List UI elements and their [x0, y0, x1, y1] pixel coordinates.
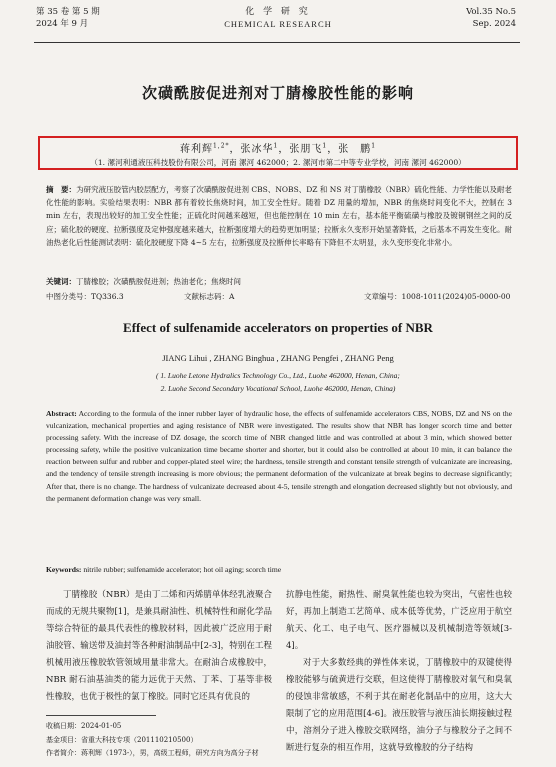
article-title-cn: 次磺酰胺促进剂对丁腈橡胶性能的影响 — [141, 84, 414, 102]
footnotes — [46, 720, 272, 761]
abstract-label-cn: 摘 要： — [46, 185, 77, 194]
abstract-text-cn: 为研究液压胶管内胶层配方，考察了次磺酰胺促进剂 CBS、NOBS、DZ 和 NS 对丁腈橡胶（NBR）硫化性能、力学性能以及耐老化性能的影响。实验结果表明：NBR 都有着较长焦烧时间，加工安全性好。随着 DZ 用量的增加，NBR 的焦烧时间变化不大，控制在 3 min 左右，表现出较好的加工安全性能；正硫化时间越来越短，但也能控制在 10 min 左右，基本能平衡硫磺与橡胶及镀铜钢丝之间的反应；硫化胶的硬度、拉断强度及定伸强度越来越大，拉断强度增大的趋势更加明显；拉断永久变形开始显著降低，之后基本不再发生变化。耐油热老化后性能测试表明：硫化胶硬度下降 4~5 左右，拉断强度及拉断伸长率略有下降但不太明显，永久变形变化非常小。 — [46, 185, 512, 247]
issue-date-en: Sep. 2024 — [472, 19, 516, 29]
body-column-right — [286, 587, 512, 757]
issue-date: 2024 年 9 月 — [36, 19, 89, 29]
author-list-cn: 蒋利辉$^{1,2*}$，张冰华$^1$，张朋飞$^1$，张 鹏$^1$ — [179, 142, 377, 155]
keywords-text-en: nitrile rubber; sulfenamide accelerator; hot oil aging; scorch time — [83, 565, 282, 574]
keywords-label-en: Keywords: — [46, 565, 82, 574]
footnote-author: 作者简介：蒋利辉（1973-），男，高级工程师，研究方向为高分子材 — [46, 749, 259, 757]
abstract-en — [46, 408, 512, 505]
affiliation-cn: （1. 漯河利通液压科技股份有限公司，河南 漯河 462000；2. 漯河市第二中等专业学校，河南 漯河 462000） — [90, 158, 466, 167]
author-list-en: JIANG Lihui , ZHANG Binghua , ZHANG Pengfei , ZHANG Peng — [162, 353, 394, 363]
keywords-cn — [46, 276, 512, 287]
keywords-label-cn: 关键词： — [46, 277, 76, 286]
author-name: 蒋利辉 — [179, 144, 213, 155]
keywords-text-cn: 丁腈橡胶；次磺酰胺促进剂；热油老化；焦烧时间 — [76, 277, 241, 286]
body-paragraph: 对于大多数经典的弹性体来说，丁腈橡胶中的双键使得橡胶能够与硫黄进行交联，但这使得丁腈橡胶对氧气和臭氧的侵蚀非常敏感，不利于其在耐老化制品中的应用，这大大限制了它的应用范围[4-6]。液压胶管与液压油长期接触过程中，溶剂分子进入橡胶交联网络，油分子与橡胶分子之间不断进行复杂的相互作用，这就导致橡胶的分子结构 — [286, 658, 512, 753]
journal-name-cn: 化 学 研 究 — [245, 7, 311, 17]
body-paragraph: 抗静电性能，耐热性、耐臭氧性能也较为突出，气密性也较好，再加上制造工艺简单、成本低等优势，广泛应用于航空航天、化工、电子电气、医疗器械以及机械制造等领域[3-4]。 — [286, 590, 512, 651]
abstract-label-en: Abstract: — [46, 409, 77, 418]
affiliation-en-line: ( 1. Luohe Letone Hydralics Technology Co., Ltd., Luohe 462000, Henan, China; — [156, 371, 400, 380]
affiliation-en — [0, 369, 556, 395]
footnote-rule — [46, 715, 156, 716]
abstract-text-en: According to the formula of the inner rubber layer of hydraulic hose, the effects of sulfenamide accelerators CBS, NOBS, DZ and NS on the vulcanization, mechanical properties and aging resistance of NBR were investigated. The results show that NBR has longer scorch time and better processing safety. With the increase of DZ dosage, the scorch time of NBR changed little and was controlled at about 3 min, which showed better processing safety, while the positive vulcanization time became shorter and shorter, but it could also be controlled at about 10 min, it can balance the reaction between sulfur and rubber and copper-plated steel wire; the hardness, tensile strength and constant tensile strength of vulcanizate are increasing, and the tendency of tensile strength increasing is more obvious; the permanent deformation of the vulcanizate at break begins to decrease significantly; After that, there is no change. The hardness of vulcanizate decreased about 4-5, tensile strength and elongation decreased slightly but not obviously, and the permanent deformation change was very small. — [46, 409, 513, 503]
volume-issue: 第 35 卷 第 5 期 — [36, 7, 100, 17]
author-sup: 1 — [322, 142, 328, 150]
footnote-received: 收稿日期：2024-01-05 — [46, 722, 122, 730]
abstract-cn — [46, 183, 512, 249]
article-number: 文章编号：1008-1011(2024)05-0000-00 — [364, 292, 511, 301]
author-name: 张朋飞 — [289, 144, 323, 155]
author-sup: 1,2* — [212, 142, 230, 150]
affiliation-en-line: 2. Luohe Second Secondary Vocational School, Luohe 462000, Henan, China) — [160, 384, 396, 393]
journal-name-en: CHEMICAL RESEARCH — [224, 19, 332, 29]
keywords-en — [46, 565, 512, 574]
document-code: 文献标志码：A — [184, 292, 235, 301]
clc-number: 中图分类号：TQ336.3 — [46, 292, 124, 301]
author-sup: 1 — [273, 142, 279, 150]
author-name: 张冰华 — [240, 144, 274, 155]
footnote-fund: 基金项目：省重大科技专项（201110210500） — [46, 735, 198, 744]
author-sup: 1 — [371, 142, 377, 150]
header-rule — [34, 42, 520, 43]
body-column-left: 丁腈橡胶（NBR）是由丁二烯和丙烯腈单体经乳液聚合而成的无规共聚物[1]，是兼具耐油性、机械特性和耐化学品等综合特征的最具代表性的橡胶材料，因此被广泛应用于耐油胶管、输送带及油封等各种耐油制品中[2-3]，特别在工程机械用液压橡胶软管领域用量非常大。在耐油合成橡胶中，NBR 耐石油基油类的能力远优于天然、丁苯、丁基等非极性橡胶，也优于极性的氯丁橡胶。同时它还具有优良的 — [46, 590, 272, 702]
author-highlight-box — [38, 136, 518, 170]
running-header — [0, 6, 556, 46]
article-title-en: Effect of sulfenamide accelerators on properties of NBR — [123, 320, 433, 335]
author-name: 张 鹏 — [338, 144, 372, 155]
volume-info-en — [466, 6, 516, 30]
volume-issue-en: Vol.35 No.5 — [466, 7, 516, 17]
